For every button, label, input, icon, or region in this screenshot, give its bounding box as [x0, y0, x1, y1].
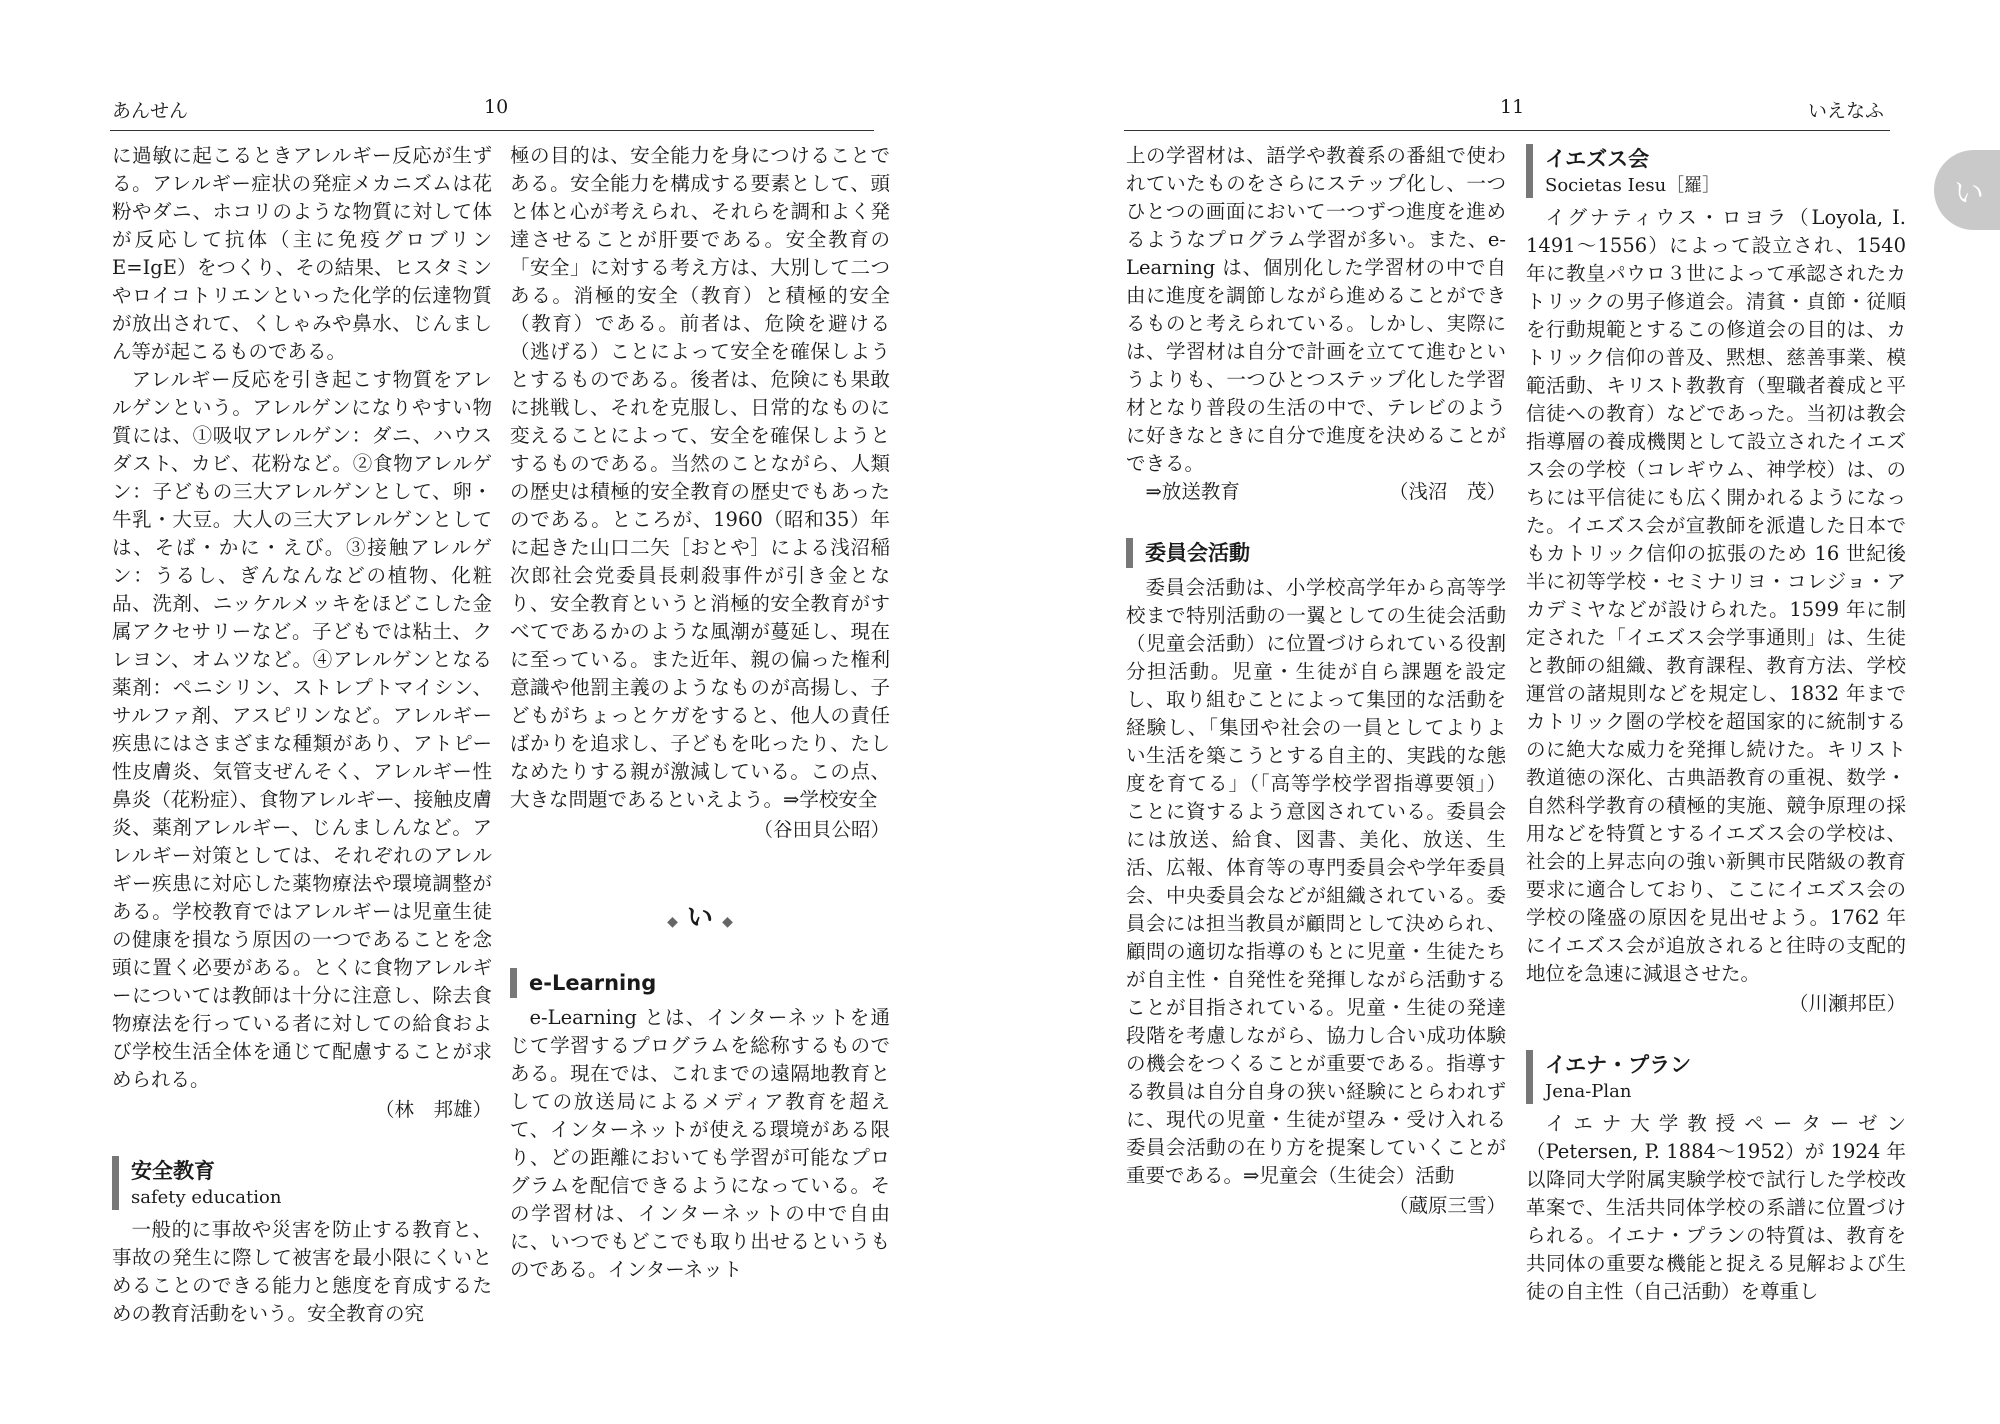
cross-reference: ⇒放送教育: [1145, 480, 1240, 503]
entry-title: 安全教育: [131, 1159, 215, 1183]
author-signature: （浅沼 茂）: [1388, 480, 1506, 503]
left-page-number: 10: [484, 96, 509, 118]
paragraph: イエナ大学教授ペーターゼン（Petersen, P. 1884～1952）が 1924 年以降同大学附属実験学校で試行した学校改革案で、生活共同体学校の系譜に位置づけられる。イエナ・プランの特質は、教育を共同体の重要な機能と捉える見解および生徒の自主性（自己活動）を尊重し: [1526, 1112, 1906, 1303]
author-signature: （林 邦雄）: [374, 1098, 492, 1121]
left-header-rule: [110, 130, 874, 131]
paragraph: 上の学習材は、語学や教養系の番組で使われていたものをさらにステップ化し、一つひとつの画面において一つずつ進度を進めるようなプログラム学習が多い。また、e-Learning は、個別化した学習材の中で自由に進度を調節しながら進めることができるものと考えられている。しかし、実際には、学習材は自分で計画を立てて進むというよりも、一つひとつステップ化した学習材となり普段の生活の中で、テレビのように好きなときに自分で進度を決めることができる。: [1126, 144, 1506, 475]
paragraph: イグナティウス・ロヨラ（Loyola, I. 1491～1556）によって設立され、1540年に教皇パウロ３世によって承認されたカトリックの男子修道会。清貧・貞節・従順を行動規範とするこの修道会の目的は、カトリック信仰の普及、黙想、慈善事業、模範活動、キリスト教教育（聖職者養成と平信徒への教育）などであった。当初は教会指導層の養成機関として設立されたイエズス会の学校（コレギウム、神学校）は、のちには平信徒にも広く開かれるようになった。イエズス会が宣教師を派遣した日本でもカトリック信仰の拡張のため 16 世紀後半に初等学校・セミナリヨ・コレジョ・アカデミヤなどが設けられた。1599 年に制定された「イエズス会学事通則」は、生徒と教師の組織、教育課程、教育方法、学校運営の諸規則などを規定し、1832 年までカトリック圏の学校を超国家的に統制するのに絶大な威力を発揮し続けた。キリスト教道徳の深化、古典語教育の重視、数学・自然科学教育の積極的実施、競争原理の採用などを特質とするイエズス会の学校は、社会的上昇志向の強い新興市民階級の教育要求に適合しており、ここにイエズス会の学校の隆盛の原因を見出せよう。1762 年にイエズス会が追放されると往時の支配的地位を急速に減退させた。: [1526, 206, 1906, 985]
entry-title: イエナ・プラン: [1545, 1053, 1692, 1077]
paragraph: アレルギー反応を引き起こす物質をアレルゲンという。アレルゲンになりやすい物質には、①吸収アレルゲン：ダニ、ハウスダスト、カビ、花粉など。②食物アレルゲン：子どもの三大アレルゲンとして、卵・牛乳・大豆。大人の三大アレルゲンとしては、そば・かに・えび。③接触アレルゲン：うるし、ぎんなんなどの植物、化粧品、洗剤、ニッケルメッキをほどこした金属アクセサリーなど。子どもでは粘土、クレヨン、オムツなど。④アレルゲンとなる薬剤：ペニシリン、ストレプトマイシン、サルファ剤、アスピリンなど。アレルギー疾患にはさまざまな種類があり、アトピー性皮膚炎、気管支ぜんそく、アレルギー性鼻炎（花粉症）、食物アレルギー、接触皮膚炎、薬剤アレルギー、じんましんなど。アレルギー対策としては、それぞれのアレルギー疾患に対応した薬物療法や環境調整がある。学校教育ではアレルギーは児童生徒の健康を損なう原因の一つであることを念頭に置く必要がある。とくに食物アレルギーについては教師は十分に注意し、除去食物療法を行っている者に対しての給食および学校生活全体を通じて配慮することが求められる。: [112, 368, 492, 1091]
author-signature: （蔵原三雪）: [1388, 1194, 1506, 1217]
left-column-2: [510, 142, 890, 1322]
xref-line: [1126, 478, 1506, 506]
author-signature: （谷田貝公昭）: [753, 818, 890, 841]
paragraph: に過敏に起こるときアレルギー反応が生ずる。アレルギー症状の発症メカニズムは花粉やダニ、ホコリのような物質に対して体が反応して抗体（主に免疫グロブリン E=IgE）をつくり、その結果、ヒスタミンやロイコトリエンといった化学的伝達物質が放出されて、くしゃみや鼻水、じんましん等が起こるものである。: [112, 144, 492, 363]
entry-title: 委員会活動: [1145, 541, 1250, 565]
right-column-1: [1126, 142, 1506, 1322]
paragraph: 一般的に事故や災害を防止する教育と、事故の発生に際して被害を最小限にくいとめることのできる能力と態度を育成するための教育活動をいう。安全教育の究: [112, 1218, 492, 1322]
entry-subtitle: Jena-Plan: [1545, 1081, 1632, 1102]
entry-heading: [1526, 1050, 1906, 1104]
entry-heading: [1126, 538, 1506, 568]
diamond-icon: ◆: [667, 914, 678, 930]
index-thumb-tab[interactable]: い: [1934, 150, 2000, 230]
right-column-2: [1526, 140, 1906, 1320]
section-letter-text: い: [686, 903, 713, 933]
right-running-head: いえなふ: [1808, 100, 1885, 122]
right-page-number: 11: [1500, 96, 1525, 118]
entry-heading: [510, 968, 890, 998]
entry-heading: [112, 1156, 492, 1210]
entry-subtitle: Societas Iesu［羅］: [1545, 175, 1721, 196]
section-letter: [510, 904, 890, 936]
entry-title: e-Learning: [529, 971, 657, 995]
entry-subtitle: safety education: [131, 1187, 282, 1208]
entry-title: イエズス会: [1545, 147, 1650, 171]
diamond-icon: ◆: [722, 914, 733, 930]
left-running-head: あんせん: [112, 100, 189, 122]
author-signature: （川瀬邦臣）: [1788, 992, 1906, 1015]
left-column-1: [112, 142, 492, 1322]
right-header-rule: [1124, 130, 1890, 131]
paragraph: 委員会活動は、小学校高学年から高等学校まで特別活動の一翼としての生徒会活動（児童会活動）に位置づけられている役割分担活動。児童・生徒が自ら課題を設定し、取り組むことによって集団的な活動を経験し、「集団や社会の一員としてよりよい生活を築こうとする自主的、実践的な態度を育てる」（「高等学校学習指導要領」）ことに資するよう意図されている。委員会には放送、給食、図書、美化、放送、生活、広報、体育等の専門委員会や学年委員会、中央委員会などが組織されている。委員会には担当教員が顧問として決められ、顧問の適切な指導のもとに児童・生徒たちが自主性・自発性を発揮しながら活動することが目指されている。児童・生徒の発達段階を考慮しながら、協力し合い成功体験の機会をつくることが重要である。指導する教員は自分自身の狭い経験にとらわれずに、現代の児童・生徒が望み・受け入れる委員会活動の在り方を提案していくことが重要である。⇒児童会（生徒会）活動: [1126, 576, 1506, 1187]
entry-heading: [1526, 144, 1906, 198]
paragraph: 極の目的は、安全能力を身につけることである。安全能力を構成する要素として、頭と体と心が考えられ、それらを調和よく発達させることが肝要である。安全教育の「安全」に対する考え方は、大別して二つある。消極的安全（教育）と積極的安全（教育）である。前者は、危険を避ける（逃げる）ことによって安全を確保しようとするものである。後者は、危険にも果敢に挑戦し、それを克服し、日常的なものに変えることによって、安全を確保しようとするものである。当然のことながら、人類の歴史は積極的安全教育の歴史でもあったのである。ところが、1960（昭和35）年に起きた山口二矢［おとや］による浅沼稲次郎社会党委員長刺殺事件が引き金となり、安全教育というと消極的安全教育がすべてであるかのような風潮が蔓延し、現在に至っている。また近年、親の偏った権利意識や他罰主義のようなものが高揚し、子どもがちょっとケガをすると、他人の責任ばかりを追求し、子どもを叱ったり、たしなめたりする親が激減している。この点、大きな問題であるといえよう。⇒学校安全: [510, 144, 890, 811]
paragraph: e-Learning とは、インターネットを通じて学習するプログラムを総称するものである。現在では、これまでの遠隔地教育としての放送局によるメディア教育を超えて、インターネットが使える環境がある限り、どの距離においても学習が可能なプログラムを配信できるようになっている。その学習材は、インターネットの中で自由に、いつでもどこでも取り出せるというものである。インターネット: [510, 1006, 890, 1281]
